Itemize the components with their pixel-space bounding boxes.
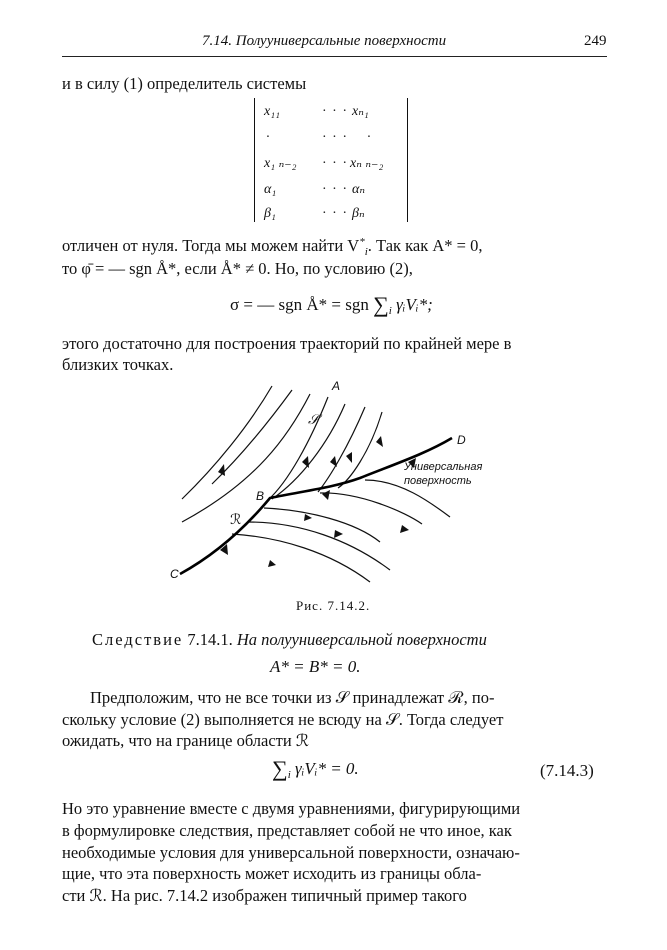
paragraph-4-line-1: Но это уравнение вместе с двумя уравнениями, фигурирующими <box>62 799 521 818</box>
formula-rhs: γᵢVᵢ*; <box>396 295 433 314</box>
matrix-dots: · · · <box>322 104 348 119</box>
formula-lhs: σ = — sgn Å* = sgn <box>230 295 369 314</box>
matrix-cell: x₁₁ <box>264 104 280 119</box>
trajectory-arrowhead <box>330 456 337 467</box>
matrix-cell: β₁ <box>264 206 276 221</box>
trajectory-curve <box>320 493 422 524</box>
matrix-cell: xₙ₁ <box>352 104 369 119</box>
label-C: C <box>170 567 179 581</box>
sum-index: i <box>388 305 392 317</box>
paragraph-4-line-3: необходимые условия для универсальной поверхности, означаю- <box>62 843 520 862</box>
formula-7-14-3 <box>272 758 359 781</box>
trajectory-arrowhead <box>322 490 330 500</box>
paragraph-1-line-2: то φ̄ = — sgn Å*, если Å* ≠ 0. Но, по условию (2), <box>62 259 413 278</box>
text-run: отличен от нуля. Тогда мы можем найти V <box>62 236 360 255</box>
corollary-formula: A* = B* = 0. <box>270 657 361 676</box>
trajectory-curve <box>232 534 370 582</box>
trajectory-arrowhead <box>376 436 383 447</box>
matrix-cell: · <box>367 130 371 145</box>
subscript: i <box>364 246 368 258</box>
label-S: 𝒮 <box>308 411 319 427</box>
corollary-number: 7.14.1. <box>187 630 233 649</box>
matrix-dots: · · · <box>322 130 348 145</box>
paragraph-4-line-2: в формулировке следствия, представляет собой не что иное, как <box>62 821 512 840</box>
sum-symbol: ∑ <box>272 756 288 781</box>
paragraph-4-line-4: щие, что эта поверхность может исходить из границы обла- <box>62 864 482 883</box>
running-header-title: 7.14. Полуунивepсальные поверхности <box>202 33 447 49</box>
superscript: * <box>359 236 365 248</box>
corollary-line <box>92 632 487 649</box>
trajectory-arrowhead <box>400 525 409 533</box>
matrix-cell: αₙ <box>352 182 366 197</box>
corollary-statement: На полууниверсальной поверхности <box>236 630 487 649</box>
sum-symbol: ∑ <box>373 292 389 317</box>
trajectory-arrowhead <box>302 456 309 468</box>
paragraph-3-line-2: скольку условие (2) выполняется не всюду на 𝒮. Тогда следует <box>62 710 504 729</box>
label-B: B <box>256 489 265 503</box>
label-D: D <box>457 433 466 447</box>
matrix-cell: βₙ <box>352 206 365 221</box>
paragraph-3-line-1: Предположим, что не все точки из 𝒮 принадлежат ℛ, по- <box>90 688 495 707</box>
matrix-cell: xₙ ₙ₋₂ <box>350 156 384 171</box>
corollary-heading: Следствие <box>92 630 184 649</box>
page-number: 249 <box>584 33 607 49</box>
figure-7-14-2 <box>160 372 520 592</box>
trajectory-curve <box>268 397 328 500</box>
matrix-cell: x₁ ₙ₋₂ <box>264 156 297 171</box>
annotation-line-2: поверхность <box>404 475 472 487</box>
trajectory-curve <box>182 394 310 522</box>
matrix-right-bar <box>407 98 408 222</box>
intro-line: и в силу (1) определитель системы <box>62 74 307 93</box>
matrix-left-bar <box>254 98 255 222</box>
paragraph-1-line-1 <box>62 237 483 258</box>
trajectory-arrowhead <box>304 514 312 521</box>
matrix-cell: α₁ <box>264 182 277 197</box>
annotation-line-1: Универсальная <box>404 461 483 473</box>
paragraph-3-line-3: ожидать, что на границе области ℛ <box>62 731 310 750</box>
figure-caption: Рис. 7.14.2. <box>296 598 371 613</box>
trajectory-arrowhead <box>334 530 343 538</box>
label-A: A <box>332 379 341 393</box>
trajectory-curve <box>182 386 272 499</box>
formula-sigma <box>230 294 433 317</box>
trajectory-arrowhead <box>268 560 276 567</box>
matrix-cell: · <box>266 130 270 145</box>
trajectory-arrowhead <box>346 452 352 463</box>
formula-body: γᵢVᵢ* = 0. <box>295 759 359 778</box>
matrix-dots: · · · <box>322 182 348 197</box>
matrix-dots: · · · <box>322 156 348 171</box>
text-run: . Так как A* = 0, <box>367 236 483 255</box>
label-R: ℛ <box>230 511 242 527</box>
paragraph-2-line-1: этого достаточно для построения траекторий по крайней мере в <box>62 334 512 353</box>
matrix-dots: · · · <box>322 206 348 221</box>
paragraph-4-line-5: сти ℛ. На рис. 7.14.2 изображен типичный пример такого <box>62 886 467 905</box>
header-rule <box>62 56 607 57</box>
sum-index: i <box>287 769 291 781</box>
equation-number: (7.14.3) <box>540 761 594 780</box>
paragraph-2-line-2: близких точках. <box>62 355 174 374</box>
